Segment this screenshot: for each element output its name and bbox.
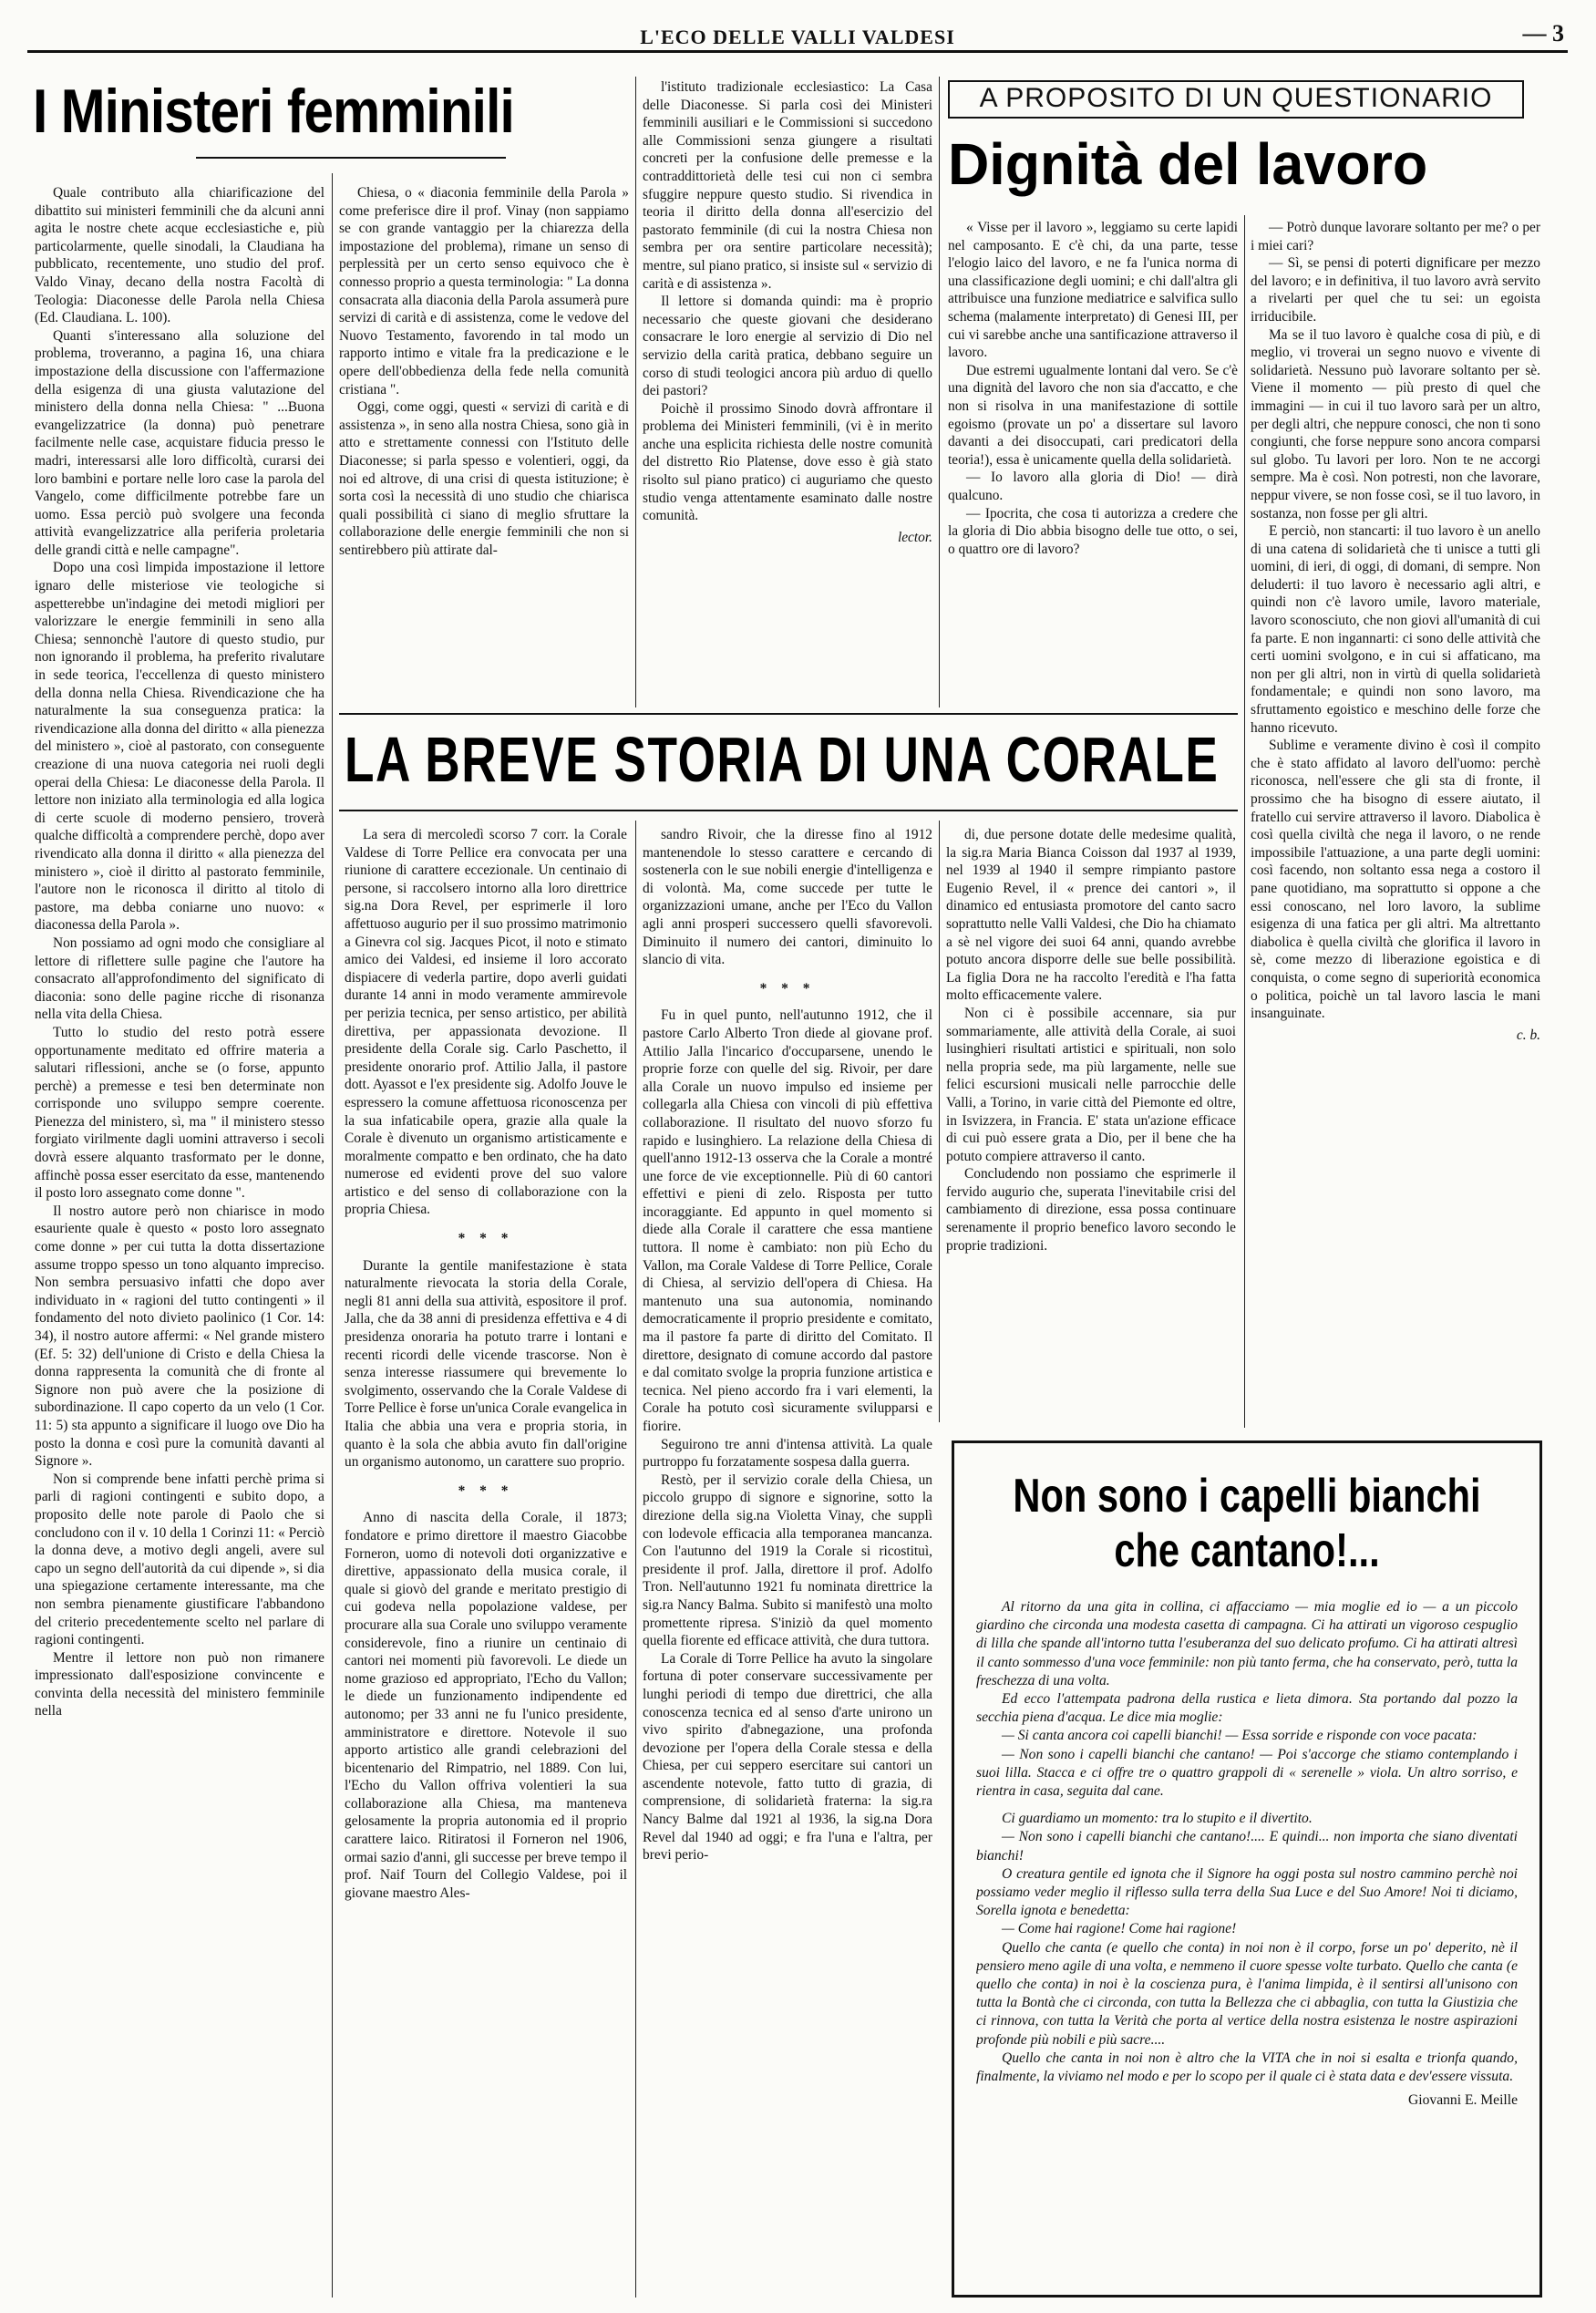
article-paragraph: — Io lavoro alla gloria di Dio! — dirà qualcuno. (948, 470, 1238, 503)
article-paragraph: « Visse per il lavoro », leggiamo su certe lapidi nel camposanto. E c'è chi, da una parte, tesse l'elogio laico del lavoro, e ne fa l'unica norma di una classificazione degli uomini; e chi dall'altra gli attribuisce una funzione mediatrice e salvifica sullo schema (malamente interpretato) di Genesi III, per cui vi sarebbe anche una santificazione attraverso il lavoro. (948, 220, 1238, 361)
article-paragraph: Non si comprende bene infatti perchè prima si parli di ragioni contingenti e subito dopo, a proposito delle note parole di Paolo che si concludono con il v. 10 della 1 Corinzi 11: « Perciò la donna deve, a motivo degli angeli, avere sul capo un segno dell'autorità da cui dipende », si dia una spiegazione certamente interessante, ma che non sembra pienamente giustificare l'abbandono del criterio precedentemente scelto nel parlare di ragioni contingenti. (35, 1471, 324, 1648)
column-divider (1244, 215, 1245, 1428)
article-signature: lector. (897, 529, 932, 545)
page-number: — 3 (1522, 20, 1564, 46)
article-paragraph: Il lettore si domanda quindi: ma è proprio necessario che queste giovani che desiderano consacrare le loro energie al servizio di Dio nel servizio della carità pratica, debbano seguire un corso di studi teologici ancora più arduo di quello dei pastori? (643, 294, 932, 399)
ministeri-headline: I Ministeri femminili (33, 77, 514, 146)
corale-column-3 (946, 826, 1236, 1428)
article-paragraph: O creatura gentile ed ignota che il Signore ha oggi posta sul nostro cammino perchè noi possiamo veder meglio il riflesso sulla terra della Sua Luce e del Suo Amore! Noi ti diciamo, Sorella ignota e benedetta: (976, 1865, 1518, 1919)
corale-headline: LA BREVE STORIA DI UNA CORALE (345, 724, 1220, 795)
article-paragraph: — Potrò dunque lavorare soltanto per me? o per i miei cari? (1251, 220, 1540, 253)
article-paragraph: Sublime e veramente divino è così il compito che è stato affidato al lavoro dell'uomo: perchè riconosca, nell'essere che gli sta di fronte, il prossimo che ha bisogno di essere aiutato, il fratello cui servire attraverso il lavoro. Diabolica è così quella civiltà che nega il lavoro, o ne rende impossibile l'attuazione, a una parte degli uomini: così facendo, non soltanto essa nega a costoro il pane quotidiano, ma soprattutto si oppone a che essi conoscano, nel loro lavoro, la sublime esigenza di una fatica per gli altri. Ma altrettanto diabolica è quella civiltà che glorifica il lavoro in sè, come mezzo di liberazione egoistica e di conquista, o come segno di superiorità economica o politica, poichè un tal lavoro lascia le mani insanguinate. (1251, 738, 1540, 1022)
article-paragraph: Anno di nascita della Corale, il 1873; fondatore e primo direttore il maestro Giacobbe Forneron, uomo di notevoli doti organizzative e direttive, appassionato della musica corale, il quale si giovò del grande e meritato prestigio di cui godeva nella popolazione valdese, per procurare alla sua Corale uno sviluppo veramente considerevole, fino a riunire un centinaio di cantori nei momenti più favorevoli. Le diede un nome grazioso ed appropriato, l'Echo du Vallon; le diede un funzionamento indipendente ed autonomo; per 33 anni ne fu l'unico presidente, amministratore e direttore. Notevole il suo apporto artistico alle grandi celebrazioni del bicentenario del Rimpatrio, nel 1889. Con lui, l'Echo du Vallon offriva volentieri la sua collaborazione alla Chiesa, ma manteneva gelosamente la propria autonomia ed il proprio carattere laico. Ritiratosi il Forneron nel 1906, ormai sazio d'anni, gli successe per breve tempo il prof. Naif Tourn del Collegio Valdese, poi il giovane maestro Ales- (345, 1510, 627, 1901)
article-paragraph: E perciò, non stancarti: il tuo lavoro è un anello di una catena di solidarietà che ti unisce a tutti gli uomini, di ieri, di oggi, di domani, di sempre. Non deluderti: il tuo lavoro è necessario agli altri, e quindi non c'è lavoro umile, lavoro materiale, lavoro sconosciuto, che non giovi all'umanità di cui fa parte. E non ingannarti: ci sono delle attività che certi uomini svolgono, e in cui si affaticano, ma non per gli altri, non in virtù di quella solidarietà fondamentale; e quindi non sono lavoro, ma sfruttamento egoistico e meschino delle forze che hanno ricevuto. (1251, 523, 1540, 736)
article-paragraph: — Non sono i capelli bianchi che cantano! — Poi s'accorge che stiamo contemplando i suoi lilla. Stacca e ci offre tre o quattro grappoli di « serenelle » viola. Un altro sorriso, e rientra in casa, seguita dal cane. (976, 1746, 1518, 1800)
article-paragraph: Mentre il lettore non può non rimanere impressionato dall'esposizione convincente e convinta della necessità del ministero femminile nella (35, 1649, 324, 1719)
column-divider (939, 821, 940, 1422)
newspaper-title: L'ECO DELLE VALLI VALDESI (640, 26, 955, 48)
article-paragraph: Seguirono tre anni d'intensa attività. La quale purtroppo fu forzatamente sospesa dalla guerra. (643, 1436, 932, 1471)
section-separator: * * * (458, 1482, 514, 1499)
column-divider (635, 77, 636, 707)
article-paragraph: Quale contributo alla chiarificazione del dibattito sui ministeri femminili che da alcuni anni agita le nostre chete acque ecclesiastiche e, più particolarmente, quelle sinodali, la Claudiana ha pubblicato, recentemente, uno studio del prof. Valdo Vinay, decano della nostra Facoltà di Teologia: Diaconesse delle Parola nella Chiesa (Ed. Claudiana. L. 100). (35, 185, 324, 326)
article-paragraph: La sera di mercoledì scorso 7 corr. la Corale Valdese di Torre Pellice era convocata per una riunione di carattere eccezionale. Un centinaio di persone, si raccolsero intorno alla loro direttrice sig.na Dora Revel, per esprimerle il loro affettuoso augurio per il suo prossimo matrimonio a Ginevra col sig. Jacques Picot, il noto e stimato amico dei Valdesi, ed insieme il loro accorato dispiacere di vederla partire, dopo averli guidati durante 14 anni in modo veramente ammirevole per perizia tecnica, per senso artistico, per abilità direttiva, per appassionata devozione. Il presidente della Corale sig. Carlo Paschetto, il presidente onorario prof. Attilio Jalla, il pastore dott. Ayassot e l'ex presidente sig. Adolfo Jouve le espressero la comune affettuosa riconoscenza per la sua infaticabile opera, grazie alla quale la Corale è divenuto un organismo artisticamente e moralmente compatto e ben ordinato, che ha dato numerose ed evidenti prove del suo valore artistico e del senso di collaborazione con la propria Chiesa. (345, 827, 627, 1218)
article-paragraph: Non ci è possibile accennare, sia pur sommariamente, alle attività della Corale, ai suoi lusinghieri risultati artistici e spirituali, non solo nella propria sede, ma più largamente, nelle sue felici escursioni musicali nelle parrocchie delle Valli, a Torino, in varie città del Piemonte ed oltre, in Isvizzera, in Francia. E' stata un'azione efficace di cui può essere grata a Dio, per il bene che ha potuto compiere attraverso il canto. (946, 1005, 1236, 1164)
ministeri-column-3 (643, 78, 932, 717)
article-paragraph: Oggi, come oggi, questi « servizi di carità e di assistenza », in seno alla nostra Chiesa, sono già in atto e strettamente connessi con l'Istituto delle Diaconesse; si parla spesso e volentieri, oggi, da noi ed altrove, di una crisi di questa istituzione; è sorta così la necessità di uno studio che chiarisca quali possibilità ci siano di meglio sfruttare la collaborazione delle energie femminili che non si sentirebbero più attirate dal- (339, 399, 629, 558)
article-paragraph: Restò, per il servizio corale della Chiesa, un piccolo gruppo di signore e signorine, sotto la direzione della sig.na Violetta Vinay, che supplì con lodevole efficacia alla temporanea mancanza. Con l'autunno del 1919 la Corale si ricostituì, presidente il prof. Jalla, direttore il prof. Adolfo Tron. Nell'autunno 1921 fu nominata direttrice la sig.ra Nancy Balma. Subito si manifestò una molto promettente ripresa. S'iniziò da quel momento quella fiorente ed efficace attività, che dura tuttora. (643, 1471, 932, 1649)
dignita-column-1 (948, 219, 1238, 702)
article-paragraph: Tutto lo studio del resto potrà essere opportunamente meditato ed offrire materia a salutari riflessioni, anche se (o forse, appunto perchè) a premesse e tesi ben determinate non corrisponde uno sviluppo sempre coerente. Pienezza del ministero, sì, ma " il ministero stesso forgiato virilmente dagli uomini attraverso i secoli dovrà essere alquanto trasformato per le donne, affinchè possa esser esercitato da esse, mantenendo il posto loro assegnato come donne ". (35, 1024, 324, 1202)
article-paragraph: — Non sono i capelli bianchi che cantano!.... E quindi... non importa che siano diventati bianchi! (976, 1829, 1518, 1864)
article-paragraph: sandro Rivoir, che la diresse fino al 1912 mantenendole lo stesso carattere e cercando di sostenerla con le sue nobili energie d'intelligenza e di volontà. Ma, come succede per tutte le organizzazioni umane, anche per l'Eco du Vallon agli anni prosperi successero quelli sfavorevoli. Diminuito il numero dei cantori, diminuito lo slancio di vita. (643, 827, 932, 968)
article-paragraph: Ci guardiamo un momento: tra lo stupito e il divertito. (1002, 1811, 1313, 1827)
article-paragraph: — Si canta ancora coi capelli bianchi! — Essa sorride e risponde con voce pacata: (1002, 1728, 1478, 1744)
article-paragraph: Quello che canta in noi non è altro che la VITA che in noi si esalta e trionfa quando, finalmente, la viviamo nel modo e per lo scopo per il quale ci è stata data e dev'essere vissuta. (976, 2050, 1518, 2085)
article-paragraph: Chiesa, o « diaconia femminile della Parola » come preferisce dire il prof. Vinay (non sappiamo se con grande vantaggio per la chiarezza della impostazione del problema), rimane un senso di perplessità per un certo senso equivoco che è connesso proprio a questa terminologia: " La donna consacrata alla diaconia della Parola assumerà pure servizi di carità e di assistenza, come le vedove del Nuovo Testamento, favorendo in tal modo un rapporto intimo e vitale fra la predicazione e le opere dell'obbedienza della fede nella comunità cristiana ". (339, 185, 629, 398)
section-divider (339, 713, 1238, 715)
article-paragraph: Dopo una così limpida impostazione il lettore ignaro delle misteriose vie teologiche si aspetterebbe un'indagine dei metodi migliori per valorizzare le energie femminili in seno alla Chiesa; sennonchè l'autore di questo studio, pur non ignorando il problema, ha preferito rivalutare in sede teorica, l'eccellenza di questo ministero della donna nella Chiesa. Rivendicazione che ha naturalmente la sua conseguenza pratica: la rivendicazione alla donna del diritto « alla pienezza del ministero », cioè al pastorato, con conseguente creazione di una nuova categoria nei ruoli degli operai della Chiesa: Le diaconesse della Parola. Il lettore non iniziato alla terminologia ed alla logica di certe scuole di moderno pensiero, troverà qualche difficoltà a comprendere perchè, dopo aver rivendicato alla donna il diritto « alla pienezza del ministero », cioè il diritto al pastorato femminile, l'autore non le riconosca il diritto al titolo di pastore, ma debba coniarne uno nuovo: « diaconessa della Parola ». (35, 560, 324, 934)
article-paragraph: — Come hai ragione! Come hai ragione! (1002, 1921, 1237, 1937)
article-signature: c. b. (1516, 1027, 1540, 1043)
column-divider (635, 821, 636, 2298)
section-separator: * * * (458, 1231, 514, 1247)
article-paragraph: Due estremi ugualmente lontani dal vero. Se c'è una dignità del lavoro che non sia d'accatto, e che non si risolva in una manifestazione di sottile egoismo (provate un po' a dissertare sul lavoro davanti a dei disoccupati, cari predicatori della teoria!), essa è unicamente quella della solidarietà. (948, 362, 1238, 468)
ministeri-column-2 (339, 184, 629, 704)
capelli-headline-line-1: Non sono i capelli bianchi (1013, 1470, 1481, 1523)
article-paragraph: — Ipocrita, che cosa ti autorizza a credere che la gloria di Dio abbia bisogno delle tue otto, o sei, o quattro ore di lavoro? (948, 505, 1238, 557)
article-paragraph: Quello che canta (e quello che conta) in noi non è il corpo, forse un po' deperito, nè il pensiero meno agile di una volta, e nemmeno il cuore spesse volte turbato. Quello che canta (e quello che conta) in noi è la coscienza pura, è l'anima limpida, è il sentirsi all'unisono con tutta la Bontà che ci circonda, con tutta la Bellezza che ci abbaglia, con tutta la Giustizia che ci rinnova, con tutta la Verità che porta al vertice della nostra esistenza le nostre aspirazioni profonde più nobili e più sacre.... (976, 1939, 1518, 2048)
dignita-headline: Dignità del lavoro (948, 131, 1428, 197)
article-paragraph: — Sì, se pensi di poterti dignificare per mezzo del lavoro; e in definitiva, il tuo lavoro avrà servito a rivelarti per quel che tu sei: un egoista irriducibile. (1251, 255, 1540, 325)
column-divider (332, 173, 333, 2298)
section-divider (339, 810, 1238, 811)
article-paragraph: Ma se il tuo lavoro è qualche cosa di più, e di meglio, vi troverai un segno nuovo e vivente di solidarietà. Nessuno può lavorare soltanto per sè. Viene il momento — più presto di quel che immagini — in cui il tuo lavoro sarà per un altro, per degli altri, che neppure conosci, che non ti sono congiunti, che forse neppure sono ancora comparsi sul globo. Tu lavori per loro. Non te ne accorgi sempre. Ma è così. Non potresti, non che lavorare, neppur vivere, se non fosse così, se il tuo lavoro, in sostanza, non fosse per gli altri. (1251, 326, 1540, 521)
masthead (27, 13, 1568, 53)
ministeri-column-1 (35, 184, 324, 2290)
article-signature: Giovanni E. Meille (1408, 2092, 1518, 2109)
dignita-column-2 (1251, 219, 1540, 1431)
dignita-kicker: A PROPOSITO DI UN QUESTIONARIO (948, 80, 1524, 119)
article-paragraph: Il nostro autore però non chiarisce in modo esauriente quale è questo « posto loro assegnato come donne » per cui tutta la dotta dissertazione assume troppo spesso un tono alquanto impreciso. Non sembra persuasivo infatti che dopo aver individuato in « ragioni del tutto contingenti » il fondamento del noto divieto paolinico (1 Cor. 14: 34), il nostro autore affermi: « Nel grande mistero (Ef. 5: 32) dell'unione di Cristo e della Chiesa la donna rappresenta la comunità che di fronte al Signore non può avere che la posizione di subordinazione. Il capo coperto da un velo (1 Cor. 11: 5) sta appunto a significare il luogo ove Dio ha posto la donna e così pure la comunità davanti al Signore ». (35, 1203, 324, 1470)
article-paragraph: Fu in quel punto, nell'autunno 1912, che il pastore Carlo Alberto Tron diede al giovane prof. Attilio Jalla l'incarico d'occuparsene, unendo le proprie forze con quelle del sig. Rivoir, per dare alla Corale un nuovo impulso ed insieme per collegarla alla Chiesa con vincoli di più effettiva collaborazione. Il risultato del nuovo sforzo fu rapido e lusinghiero. La relazione della Chiesa di quell'anno 1912-13 osserva che la Corale a montré une force de vie exceptionnelle. Più di 60 cantori effettivi e pieni di zelo. Risposta per tutto incoraggiante. Ed appunto in quel momento si diede alla Corale il carattere che essa mantiene tuttora. Il nome è cambiato: non più Echo du Vallon, ma Corale Valdese di Torre Pellice, Corale di Chiesa, al servizio dell'opera di Chiesa. Ha mantenuto una sua autonomia, nominando democraticamente il proprio presidente e comitato, ma il pastore fa parte di diritto del Comitato. Il direttore, designato di comune accordo dal pastore e dal comitato svolge la propria funzione artistica e tecnica. Nel pieno accordo fra i vari elementi, la Corale ha potuto così sicuramente svilupparsi e fiorire. (643, 1007, 932, 1434)
article-paragraph: Al ritorno da una gita in collina, ci affacciamo — mia moglie ed io — a un piccolo giardino che circonda una modesta casetta di campagna. Ci ha attirati un vigoroso cespuglio di lilla che spande all'intorno tutta l'esuberanza del suo delicato profumo. Ci ha attirati altresì il canto sommesso d'una voce femminile: non più tanto ferma, che ha conservato, però, tutta la freschezza di una volta. (976, 1599, 1518, 1688)
article-paragraph: Concludendo non possiamo che esprimerle il fervido augurio che, superata l'inevitabile crisi del cambiamento di direzione, essa possa continuare serenamente il proprio benefico lavoro secondo le proprie tradizioni. (946, 1166, 1236, 1254)
article-paragraph: Non possiamo ad ogni modo che consigliare al lettore di riflettere sulle pagine che l'autore ha consacrato all'approfondimento del significato di diaconia: sono delle pagine ricche di risonanza nella vita della Chiesa. (35, 934, 324, 1023)
section-separator: * * * (759, 980, 816, 996)
article-paragraph: di, due persone dotate delle medesime qualità, la sig.ra Maria Bianca Coisson dal 1937 al 1939, nel 1939 al 1940 il sempre rimpianto pastore Eugenio Revel, il « prence dei cantori », il dinamico ed entusiasta promotore del canto sacro soprattutto nelle Valli Valdesi, che Dio ha chiamato a sè nel vigore dei suoi 64 anni, quando avrebbe potuto ancora disporre delle sue belle possibilità. La figlia Dora ne ha raccolto l'eredità e l'ha fatta molto efficacemente valere. (946, 827, 1236, 1004)
article-paragraph: La Corale di Torre Pellice ha avuto la singolare fortuna di poter conservare successivamente per lunghi periodi di tempo due direttrici, che alla conoscenza tecnica ed al senso d'arte unirono un vivo spirito d'abnegazione, una profonda devozione per l'opera della Corale stessa e della Chiesa, per cui seppero esercitare sui cantori un ascendente notevole, fatto tutto di grazia, di comprensione, di solidarietà fraterna: la sig.ra Nancy Balme dal 1921 al 1936, la sig.na Dora Revel dal 1940 ad oggi; e fra l'una e l'altra, per brevi perio- (643, 1650, 932, 1864)
article-paragraph: Poichè il prossimo Sinodo dovrà affrontare il problema dei Ministeri femminili, (vi è in merito anche una esplicita richiesta delle nostre comunità del distretto Rio Platense, dove esso è già stato risolto sul piano pratico) ci auguriamo che questo studio venga attentamente esaminato dalle nostre comunità. (643, 400, 932, 524)
corale-column-2 (643, 826, 932, 2298)
article-paragraph: Durante la gentile manifestazione è stata naturalmente rievocata la storia della Corale, negli 81 anni della sua attività, espositore il prof. Jalla, che da 38 anni di presidenza effettiva e 4 di presidenza onoraria ha potuto trarre i lontani e recenti ricordi delle vicende trascorse. Non è senza interesse riassumere qui brevemente lo svolgimento, osservando che la Corale Valdese di Torre Pellice è forse un'unica Corale evangelica in Italia che abbia una vera e propria storia, in quanto è la sola che abbia avuto fin dall'origine un organismo autonomo, un carattere suo proprio. (345, 1257, 627, 1471)
ministeri-headline-underline (196, 157, 506, 159)
article-paragraph: l'istituto tradizionale ecclesiastico: La Casa delle Diaconesse. Si parla così dei Ministeri femminili ausiliari e le Commissioni si succedono alle Commissioni senza giungere a risultati concreti per la confusione delle premesse e la contraddittorietà delle tesi cui non ci sembra sfuggire neppure questo studio. Si rivendica in teoria il diritto della donna all'esercizio del pastorato femminile (di cui la nostra Chiesa non sembra per ora sentire particolare necessità); mentre, sul piano pratico, si insiste sul « servizio di carità e di assistenza ». (643, 79, 932, 292)
corale-column-1 (345, 826, 627, 2298)
capelli-article-body (976, 1598, 1518, 2277)
article-paragraph: Ed ecco l'attempata padrona della rustica e lieta dimora. Sta portando dal pozzo la secchia piena d'acqua. Le dice mia moglie: (976, 1691, 1518, 1726)
article-paragraph: Quanti s'interessano alla soluzione del problema, troveranno, a pagina 16, una chiara impostazione della discussione con l'affermazione della esigenza di una giusta valutazione del ministero della donna nella Chiesa: " ...Buona evangelizzatrice (la donna) può penetrare facilmente nelle case, acquistare fiducia presso le madri, interessarsi alle loro difficoltà, curarsi dei loro bambini e portare nelle loro case la parola del Vangelo, come difficilmente potrebbe fare un uomo. Essa perciò può svolgere una feconda attività evangelizzatrice alla periferia proletaria delle grandi città e nelle campagne". (35, 327, 324, 558)
capelli-headline-line-2: che cantano!... (1114, 1524, 1380, 1577)
capelli-article-box (952, 1440, 1542, 2298)
column-divider (939, 77, 940, 707)
